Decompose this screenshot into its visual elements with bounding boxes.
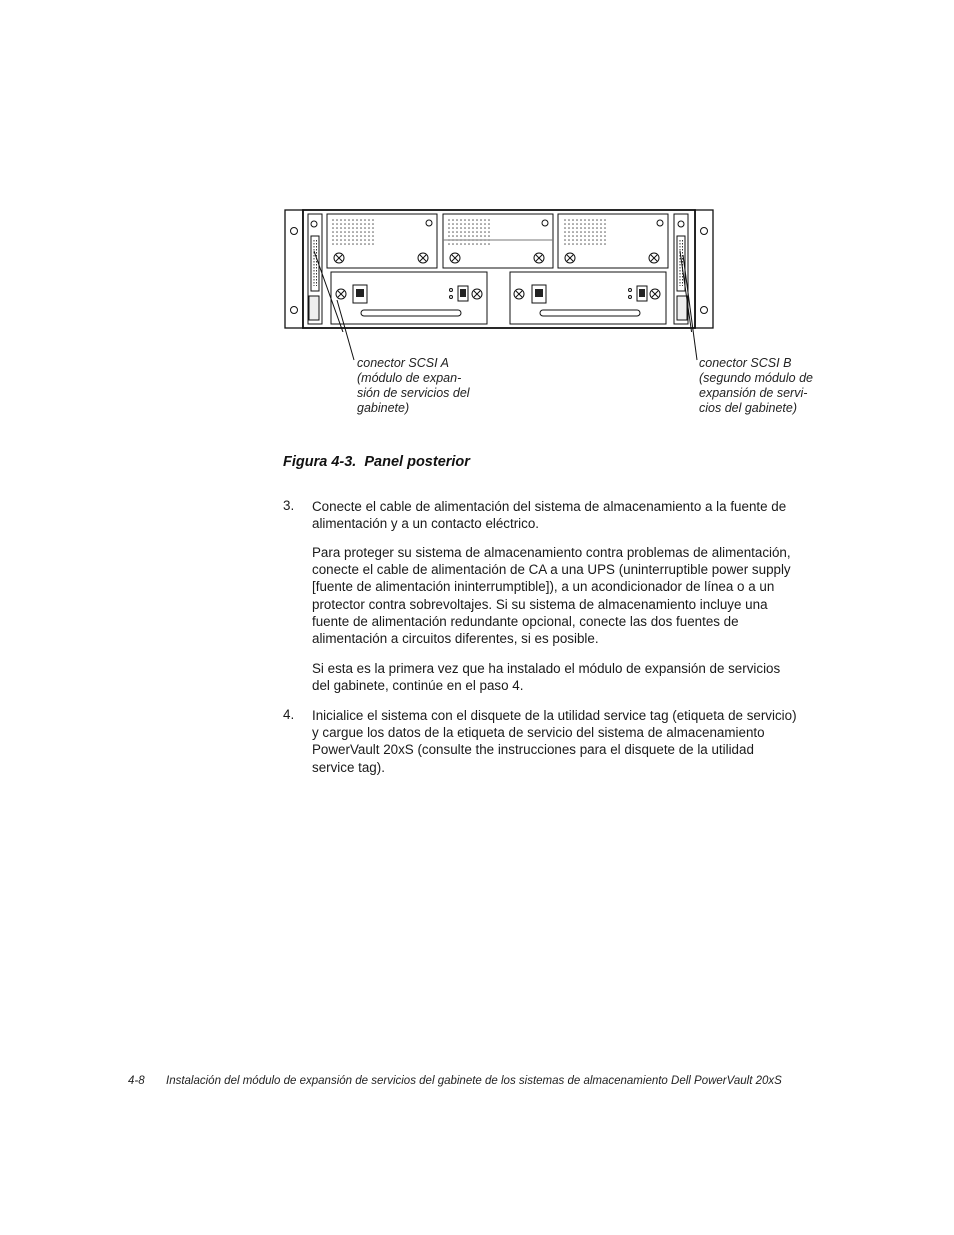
text-line: Para proteger su sistema de almacenamiento contra problemas de alimentación, [312,545,791,560]
page-footer [128,1075,782,1087]
callout-scsi-a [357,356,470,416]
text-line: alimentación y a un contacto eléctrico. [312,516,540,532]
figure-caption: Figura 4-3. Panel posterior [283,454,470,470]
callout-line: (módulo de expan- [357,371,462,385]
callout-scsi-b [699,356,813,416]
first-install-paragraph [312,660,832,694]
callout-line: (segundo módulo de [699,371,813,385]
text-line: Conecte el cable de alimentación del sistema de almacenamiento a la fuente de [312,499,787,514]
step-number: 3. [283,498,295,513]
text-line: [fuente de alimentación ininterrumptible]), a un acondicionador de línea o a un [312,579,775,595]
power-protection-paragraph [312,544,832,647]
text-line: Inicialice el sistema con el disquete de la utilidad service tag (etiqueta de servicio) [312,708,797,723]
text-line: alimentación a circuitos diferentes, si es posible. [312,631,599,647]
text-line: fuente de alimentación redundante opcional, conecte las dos fuentes de [312,613,739,629]
step-number: 4. [283,707,295,722]
text-line: service tag). [312,759,385,775]
step-4-text [312,707,832,776]
text-line: Si esta es la primera vez que ha instalado el módulo de expansión de servicios [312,661,781,676]
callout-line: conector SCSI A [357,356,449,370]
callout-line: conector SCSI B [699,356,792,370]
footer-title: Instalación del módulo de expansión de servicios del gabinete de los sistemas de almacenamiento Dell PowerVault 20xS [166,1075,782,1087]
page-number: 4-8 [128,1075,145,1087]
text-line: del gabinete, continúe en el paso 4. [312,678,524,694]
callout-line: expansión de servi- [699,386,808,400]
rear-panel-illustration [283,206,715,332]
callout-line: gabinete) [357,401,410,415]
text-line: conecte el cable de alimentación de CA a una UPS (uninterruptible power supply [312,562,791,578]
callout-line: cios del gabinete) [699,401,797,415]
step-3-text [312,498,832,532]
text-line: y cargue los datos de la etiqueta de servicio del sistema de almacenamiento [312,725,765,741]
text-line: PowerVault 20xS (consulte the instrucciones para el disquete de la utilidad [312,742,754,758]
text-line: protector contra sobrevoltajes. Si su sistema de almacenamiento incluye una [312,596,768,612]
callout-line: sión de servicios del [357,386,470,400]
